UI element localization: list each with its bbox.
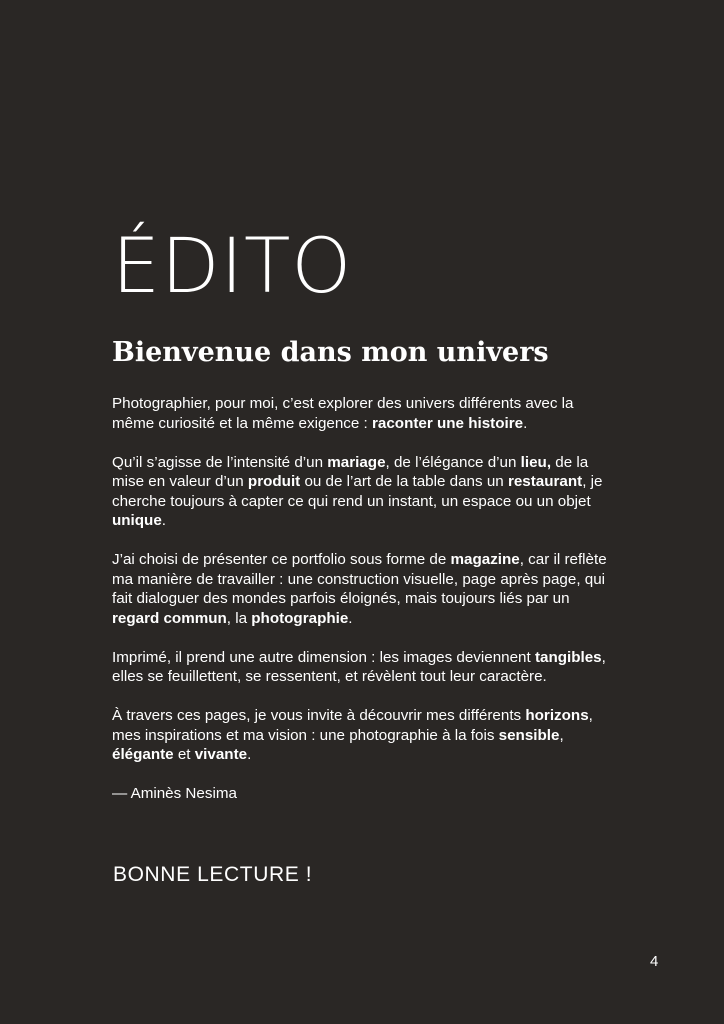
paragraph-text: . bbox=[523, 414, 528, 432]
paragraph-text: de la mise en valeur d’un bbox=[112, 453, 589, 490]
closing-line: BONNE LECTURE ! bbox=[113, 863, 313, 886]
emphasis-text: magazine bbox=[450, 551, 520, 568]
paragraph-text: . bbox=[161, 512, 167, 529]
emphasis-text: raconter une histoire bbox=[371, 414, 524, 432]
body-paragraph bbox=[112, 648, 607, 687]
body-paragraph bbox=[112, 394, 607, 433]
emphasis-text: tangibles bbox=[534, 648, 602, 666]
paragraph-text: , elles se feuillettent, se ressentent, et révèlent tout leur caractère. bbox=[112, 648, 606, 685]
page-number: 4 bbox=[650, 953, 659, 970]
body-paragraph bbox=[112, 706, 607, 765]
paragraph-text: , je cherche toujours à capter ce qui rend un instant, un espace ou un objet bbox=[112, 473, 603, 510]
paragraph-text: , mes inspirations et ma vision : une photographie à la fois bbox=[112, 707, 593, 744]
paragraph-text: , la bbox=[226, 609, 252, 627]
paragraph-text: Imprimé, il prend une autre dimension : les images deviennent bbox=[112, 648, 535, 666]
emphasis-text: élégante bbox=[112, 746, 174, 763]
emphasis-text: produit bbox=[247, 473, 301, 490]
body-paragraph bbox=[112, 453, 607, 531]
paragraph-text: J’ai choisi de présenter ce portfolio sous forme de bbox=[112, 551, 451, 568]
paragraph-text: ou de l’art de la table dans un bbox=[300, 473, 508, 490]
emphasis-text: lieu, bbox=[520, 453, 552, 471]
paragraph-text: Qu’il s’agisse de l’intensité d’un bbox=[112, 453, 328, 471]
page-subtitle: Bienvenue dans mon univers bbox=[112, 337, 549, 368]
paragraph-text: et bbox=[173, 746, 195, 763]
paragraph-text: , bbox=[559, 726, 564, 744]
editorial-body bbox=[112, 394, 607, 823]
emphasis-text: photographie bbox=[251, 609, 349, 627]
emphasis-text: regard commun bbox=[112, 609, 227, 627]
paragraph-text: À travers ces pages, je vous invite à découvrir mes différents bbox=[112, 707, 526, 724]
paragraph-text: . bbox=[348, 609, 353, 627]
paragraph-text: . bbox=[247, 746, 252, 763]
paragraph-list bbox=[112, 394, 607, 765]
emphasis-text: mariage bbox=[327, 453, 386, 471]
page-title: ÉDITO bbox=[112, 221, 353, 310]
emphasis-text: sensible bbox=[498, 726, 560, 744]
emphasis-text: horizons bbox=[525, 707, 589, 724]
paragraph-text: Photographier, pour moi, c’est explorer des univers différents avec la même curiosité et la même exigence : bbox=[112, 395, 574, 432]
emphasis-text: vivante bbox=[194, 746, 248, 763]
signature: — Aminès Nesima bbox=[112, 785, 237, 802]
paragraph-text: , car il reflète ma manière de travailler : une construction visuelle, page après page, qui fait dialoguer des mondes parfois éloignés, mais toujours liés par un bbox=[112, 551, 607, 607]
paragraph-text: , de l’élégance d’un bbox=[385, 453, 521, 471]
emphasis-text: restaurant bbox=[507, 473, 583, 490]
emphasis-text: unique bbox=[112, 512, 162, 529]
body-paragraph bbox=[112, 550, 607, 628]
